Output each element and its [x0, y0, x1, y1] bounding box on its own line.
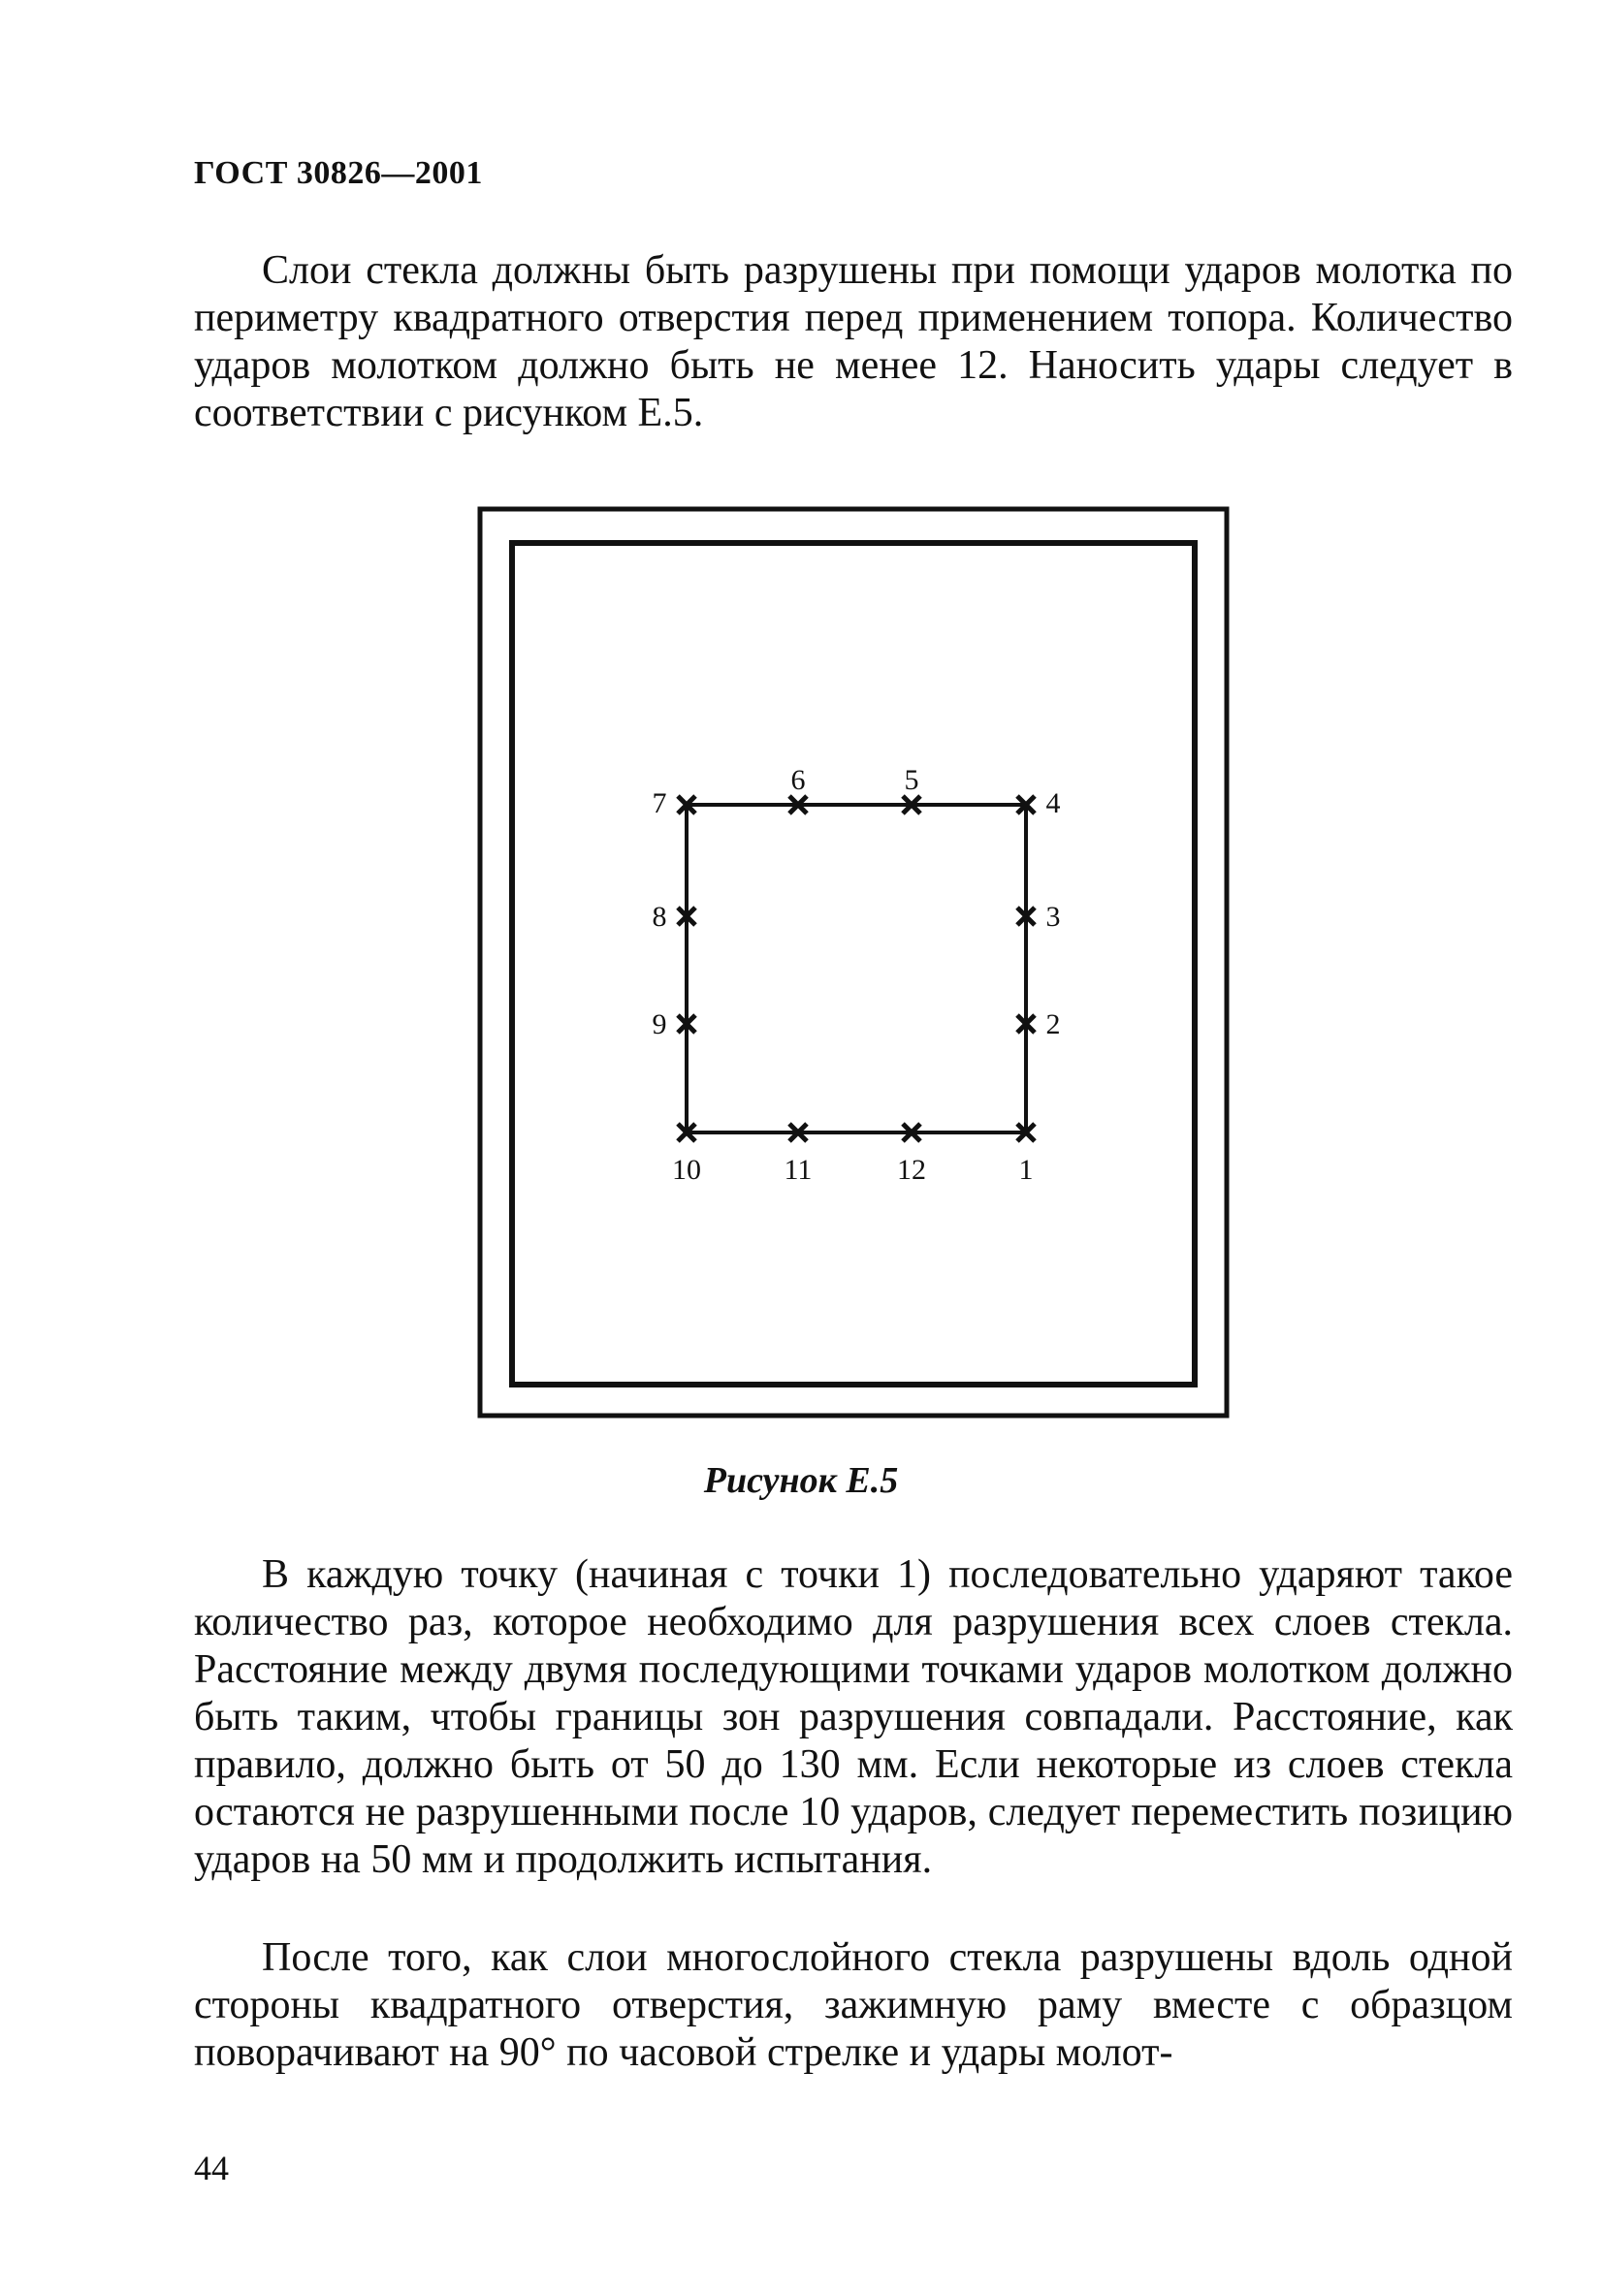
paragraph-rotation: После того, как слои многослойного стекла разрушены вдоль одной стороны квадратного отверстия, зажимную раму вместе с образцом поворачивают на 90° по часовой стрелке и удары молот-	[194, 1935, 1513, 2075]
impact-point-label-8: 8	[652, 901, 667, 933]
figure-e5-diagram	[475, 504, 1232, 1435]
impact-point-label-3: 3	[1045, 901, 1061, 933]
impact-point-label-2: 2	[1045, 1008, 1061, 1040]
page-number: 44	[194, 2149, 229, 2187]
inner-frame	[512, 543, 1195, 1385]
impact-point-label-10: 10	[672, 1154, 701, 1186]
outer-frame	[480, 509, 1227, 1416]
figure-caption: Рисунок Е.5	[703, 1460, 899, 1501]
paragraph-intro: Слои стекла должны быть разрушены при помощи ударов молотка по периметру квадратного отверстия перед применением топора. Количество ударов молотком должно быть не менее 12. Наносить удары следует в соответствии с рисунком Е.5.	[194, 248, 1513, 435]
paragraph-procedure: В каждую точку (начиная с точки 1) последовательно ударяют такое количество раз, которое необходимо для разрушения всех слоев стекла. Расстояние между двумя последующими точками ударов молотком должно быть таким, чтобы границы зон разрушения совпадали. Расстояние, как правило, должно быть от 50 до 130 мм. Если некоторые из слоев стекла остаются не разрушенными после 10 ударов, следует переместить позицию ударов на 50 мм и продолжить испытания.	[194, 1552, 1513, 1882]
square-opening	[687, 805, 1026, 1132]
impact-point-label-4: 4	[1045, 787, 1061, 819]
impact-point-label-7: 7	[652, 787, 667, 819]
impact-point-label-9: 9	[652, 1008, 667, 1040]
document-header: ГОСТ 30826—2001	[194, 155, 483, 191]
impact-points	[653, 764, 1061, 1186]
impact-point-label-1: 1	[1018, 1154, 1034, 1186]
impact-point-label-12: 12	[897, 1154, 926, 1186]
impact-point-label-6: 6	[790, 764, 806, 796]
impact-point-label-5: 5	[904, 764, 919, 796]
impact-point-label-11: 11	[784, 1154, 813, 1186]
